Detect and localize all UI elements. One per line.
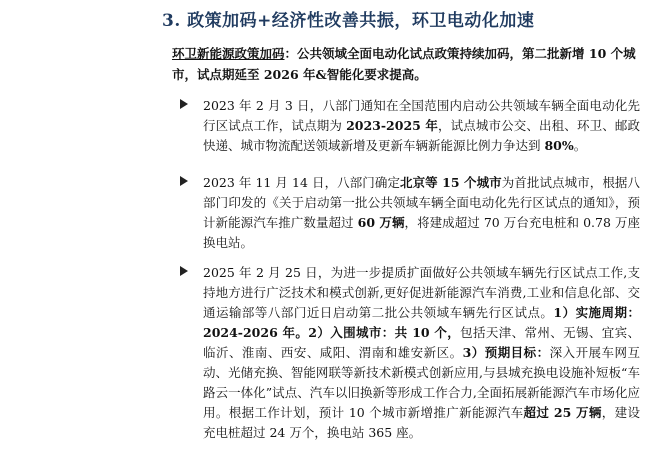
- section-title: 政策加码+经济性改善共振，环卫电动化加速: [187, 11, 535, 31]
- bullet-3-text-1: 2025 年 2 月 25 日，为进一步提质扩面做好公共领域车辆先行区试点工作,支持地方进行广泛技术和模式创新,更好促进新能源汽车消费,工业和信息化部、交通运输部等八部门近日启动第二批公共领域车辆先行区试点。: [203, 265, 640, 320]
- triangle-bullet-icon: [180, 266, 188, 276]
- triangle-bullet-icon: [180, 99, 188, 109]
- section-number: 3.: [162, 11, 181, 31]
- bullet-3-bold-3: 超过 25 万辆: [523, 405, 602, 420]
- bullet-item-3: [203, 263, 640, 443]
- intro-paragraph: [172, 43, 642, 85]
- bullet-1-text-3: 。: [573, 138, 587, 153]
- bullet-item-2: [203, 173, 640, 253]
- bullet-3-text-2: 包括天津、常州、无锡、宜宾、临沂、淮南、西安、咸阳、渭南和雄安新区。: [203, 325, 640, 360]
- bullet-2-bold-1: 北京等 15 个城市: [400, 175, 502, 190]
- bullet-1-text-2: ，试点城市公交、出租、环卫、邮政快递、城市物流配送领域新增及更新车辆新能源比例力争达到: [203, 118, 640, 153]
- bullet-2-text-1: 2023 年 11 月 14 日，八部门确定: [203, 175, 401, 190]
- bullet-1-text-1: 2023 年 2 月 3 日，八部门通知在全国范围内启动公共领域车辆全面电动化先行区试点工作，试点期为: [203, 98, 640, 133]
- intro-lead: 环卫新能源政策加码: [172, 46, 285, 61]
- bullet-3-text-3: 深入开展车网互动、光储充换、智能网联等新技术新模式创新应用,与县城充换电设施补短板“车路云一体化”试点、汽车以旧换新等形成工作合力,全面拓展新能源汽车市场化应用。根据工作计划，预计 10 个城市新增推广新能源汽车: [203, 345, 640, 420]
- bullet-3-bold-2: 3）预期目标：: [462, 345, 550, 360]
- bullet-1-bold-2: 80%: [544, 138, 574, 153]
- bullet-2-text-3: ，将建成超过 70 万台充电桩和 0.78 万座换电站。: [203, 215, 641, 250]
- section-heading: [162, 6, 534, 31]
- intro-text: ：公共领域全面电动化试点政策持续加码，第二批新增 10 个城市，试点期延至 2026 年&智能化要求提高。: [172, 46, 636, 82]
- triangle-bullet-icon: [180, 176, 188, 186]
- bullet-2-text-2: 为首批试点城市，根据八部门印发的《关于启动第一批公共领域车辆全面电动化先行区试点的通知》，预计新能源汽车推广数量超过: [203, 175, 640, 230]
- bullet-3-text-4: ，建设充电桩超过 24 万个，换电站 365 座。: [203, 405, 640, 440]
- bullet-3-bold-1: 1）实施周期：2024-2026 年。2）入围城市：共 10 个，: [203, 305, 640, 340]
- bullet-2-bold-2: 60 万辆: [357, 215, 405, 230]
- bullet-1-bold-1: 2023-2025 年: [346, 118, 438, 133]
- bullet-item-1: [203, 96, 640, 156]
